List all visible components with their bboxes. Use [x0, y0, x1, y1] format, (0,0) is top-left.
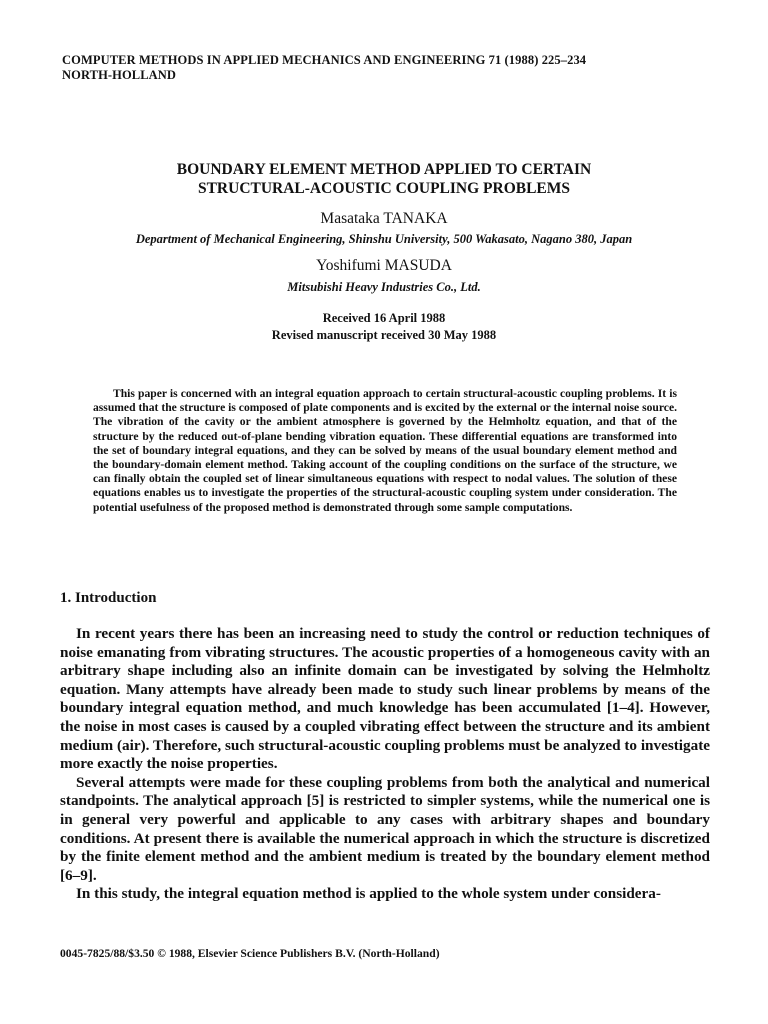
paragraph: Several attempts were made for these coupling problems from both the analytical and numerical standpoints. The analytical approach [5] is restricted to simpler systems, while the numerical one is in general very powerful and applicable to any cases with arbitrary shapes and boundary conditions. At present there is available the numerical approach in which the structure is discretized by the finite element method and the ambient medium is treated by the boundary element method [6–9]. — [60, 773, 710, 884]
publisher-name: NORTH-HOLLAND — [62, 68, 177, 82]
affiliation-1: Department of Mechanical Engineering, Shinshu University, 500 Wakasato, Nagano 380, Japan — [135, 232, 633, 246]
journal-citation: COMPUTER METHODS IN APPLIED MECHANICS AND ENGINEERING 71 (1988) 225–234 — [62, 53, 587, 67]
paper-title-line-2: STRUCTURAL-ACOUSTIC COUPLING PROBLEMS — [197, 180, 571, 197]
received-date: Received 16 April 1988 — [322, 311, 446, 325]
paper-title-line-1: BOUNDARY ELEMENT METHOD APPLIED TO CERTAIN — [176, 161, 592, 178]
paragraph: In recent years there has been an increasing need to study the control or reduction techniques of noise emanating from vibrating structures. The acoustic properties of a homogeneous cavity with an arbitrary shape including also an infinite domain can be investigated by solving the Helmholtz equation. Many attempts have already been made to study such linear problems by means of the boundary integral equation method, and much knowledge has been accumulated [1–4]. However, the noise in most cases is caused by a coupled vibrating effect between the structure and its ambient medium (air). Therefore, such structural-acoustic coupling problems must be analyzed to investigate more exactly the noise properties. — [60, 625, 710, 773]
introduction-body — [60, 625, 710, 904]
journal-header — [62, 53, 586, 83]
affiliation-2: Mitsubishi Heavy Industries Co., Ltd. — [287, 280, 481, 294]
section-heading-introduction: 1. Introduction — [60, 590, 157, 606]
author-2: Yoshifumi MASUDA — [316, 257, 452, 274]
copyright-footer: 0045-7825/88/$3.50 © 1988, Elsevier Science Publishers B.V. (North-Holland) — [60, 947, 440, 960]
title-block — [0, 160, 768, 343]
abstract: This paper is concerned with an integral equation approach to certain structural-acoustic coupling problems. It is assumed that the structure is composed of plate components and is excited by the external or the internal noise source. The vibration of the cavity or the ambient atmosphere is governed by the Helmholtz equation, and that of the structure by the reduced out-of-plane bending vibration equation. These differential equations are transformed into the set of boundary integral equations, and they can be solved by means of the usual boundary element method and the boundary-domain element method. Taking account of the coupling conditions on the surface of the structure, we can finally obtain the coupled set of linear simultaneous equations with respect to nodal values. The solution of these equations enables us to investigate the properties of the structural-acoustic coupling system under consideration. The potential usefulness of the proposed method is demonstrated through some sample computations. — [93, 387, 677, 514]
paragraph: In this study, the integral equation method is applied to the whole system under considera- — [76, 885, 661, 903]
revised-date: Revised manuscript received 30 May 1988 — [271, 328, 497, 342]
author-1: Masataka TANAKA — [320, 210, 448, 227]
